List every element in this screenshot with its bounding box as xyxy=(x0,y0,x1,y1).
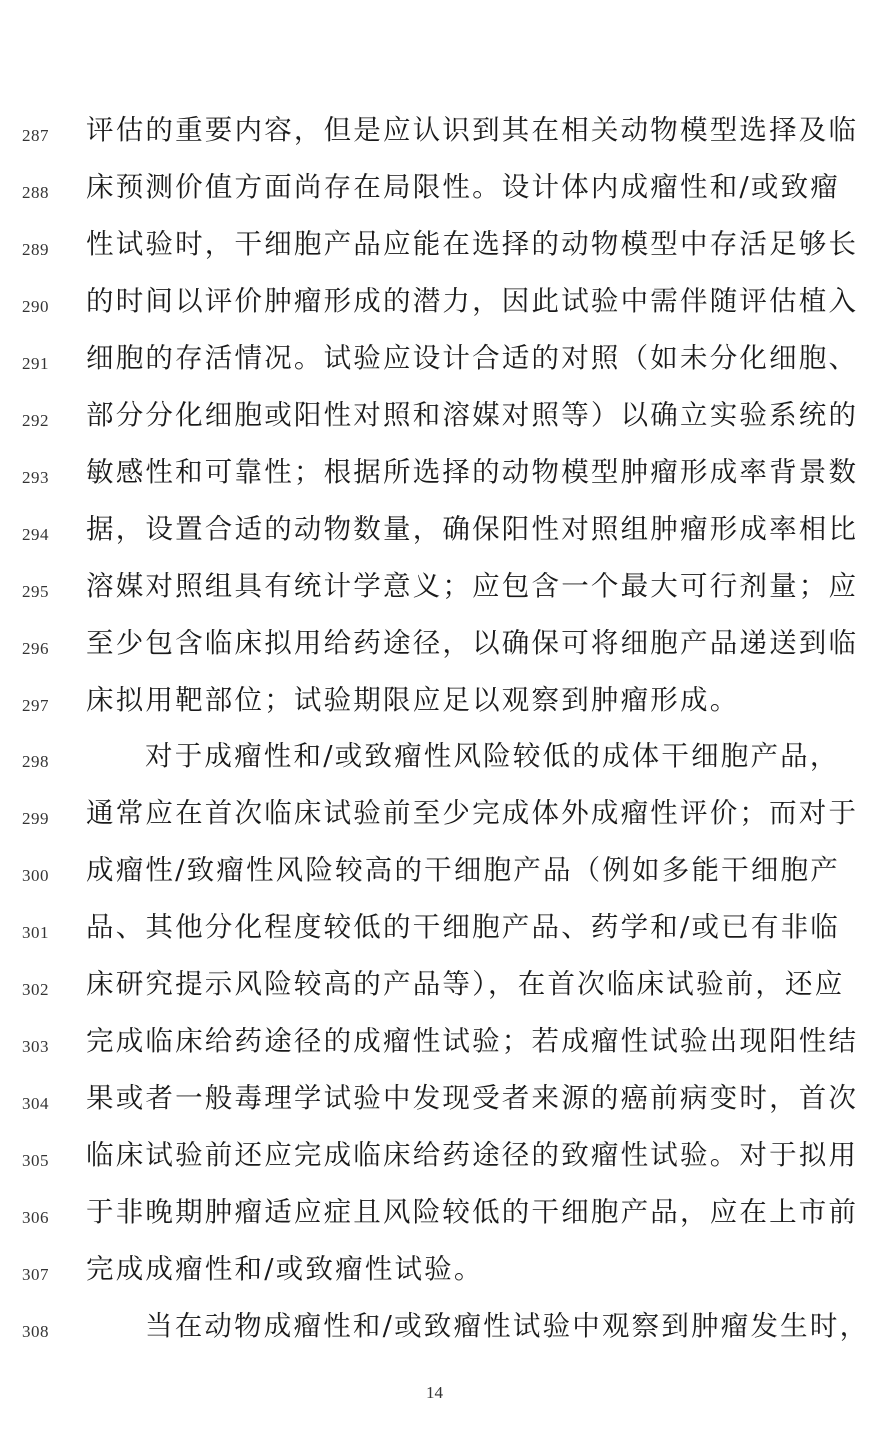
line-text: 评估的重要内容，但是应认识到其在相关动物模型选择及临 xyxy=(86,114,859,146)
line-number: 292 xyxy=(22,410,49,430)
line-number: 302 xyxy=(22,980,49,1000)
line-text: 品、其他分化程度较低的干细胞产品、药学和/或已有非临 xyxy=(86,911,840,944)
line-number: 297 xyxy=(22,695,49,715)
line-number: 308 xyxy=(22,1321,49,1341)
line-text: 对于成瘤性和/或致瘤性风险较低的成体干细胞产品， xyxy=(145,740,840,773)
document-line xyxy=(0,452,869,508)
line-text: 成瘤性/致瘤性风险较高的干细胞产品（例如多能干细胞产 xyxy=(86,854,840,887)
line-number: 301 xyxy=(22,923,49,943)
line-text: 通常应在首次临床试验前至少完成体外成瘤性评价；而对于 xyxy=(86,797,859,830)
line-number: 306 xyxy=(22,1208,49,1228)
line-text: 于非晚期肿瘤适应症且风险较低的干细胞产品，应在上市前 xyxy=(86,1196,859,1229)
line-number: 293 xyxy=(22,467,49,487)
line-number: 288 xyxy=(22,182,49,202)
document-line xyxy=(0,1135,869,1191)
line-number: 294 xyxy=(22,524,49,544)
document-line xyxy=(0,1192,869,1248)
document-line xyxy=(0,680,869,736)
line-number: 291 xyxy=(22,353,49,373)
document-line xyxy=(0,281,869,337)
line-number: 290 xyxy=(22,296,49,316)
line-text: 床研究提示风险较高的产品等），在首次临床试验前，还应 xyxy=(86,968,845,1001)
line-text: 完成临床给药途径的成瘤性试验；若成瘤性试验出现阳性结 xyxy=(86,1025,859,1058)
document-line xyxy=(0,1078,869,1134)
line-text: 完成成瘤性和/或致瘤性试验。 xyxy=(86,1253,484,1285)
line-number: 298 xyxy=(22,752,49,772)
line-number: 295 xyxy=(22,581,49,601)
document-line xyxy=(0,224,869,280)
line-text: 床预测价值方面尚存在局限性。设计体内成瘤性和/或致瘤 xyxy=(86,170,840,203)
document-line xyxy=(0,964,869,1020)
document-line xyxy=(0,1249,869,1305)
document-line xyxy=(0,793,869,849)
line-text: 部分分化细胞或阳性对照和溶媒对照等）以确立实验系统的 xyxy=(86,398,859,431)
line-number: 287 xyxy=(22,126,49,145)
line-number: 300 xyxy=(22,866,49,886)
line-number: 304 xyxy=(22,1094,49,1114)
document-line xyxy=(0,566,869,622)
line-number: 307 xyxy=(22,1265,49,1284)
document-line xyxy=(0,1021,869,1077)
document-line xyxy=(0,1306,869,1362)
document-line xyxy=(0,509,869,565)
line-number: 299 xyxy=(22,809,49,829)
line-text: 至少包含临床拟用给药途径，以确保可将细胞产品递送到临 xyxy=(86,626,859,659)
line-number: 303 xyxy=(22,1037,49,1057)
document-line xyxy=(0,850,869,906)
line-text: 性试验时，干细胞产品应能在选择的动物模型中存活足够长 xyxy=(86,227,859,260)
line-text: 敏感性和可靠性；根据所选择的动物模型肿瘤形成率背景数 xyxy=(86,455,859,488)
line-text: 据，设置合适的动物数量，确保阳性对照组肿瘤形成率相比 xyxy=(86,512,859,545)
line-text: 床拟用靶部位；试验期限应足以观察到肿瘤形成。 xyxy=(86,683,740,716)
line-text: 溶媒对照组具有统计学意义；应包含一个最大可行剂量；应 xyxy=(86,569,859,602)
document-line xyxy=(0,167,869,223)
document-line xyxy=(0,907,869,963)
line-number: 296 xyxy=(22,638,49,658)
line-text: 果或者一般毒理学试验中发现受者来源的癌前病变时，首次 xyxy=(86,1082,859,1115)
page-number: 14 xyxy=(426,1383,443,1402)
line-number: 305 xyxy=(22,1151,49,1171)
document-line xyxy=(0,736,869,792)
line-text: 细胞的存活情况。试验应设计合适的对照（如未分化细胞、 xyxy=(86,341,859,374)
line-number: 289 xyxy=(22,239,49,259)
line-text: 的时间以评价肿瘤形成的潜力，因此试验中需伴随评估植入 xyxy=(86,284,859,317)
document-line xyxy=(0,110,869,166)
document-line xyxy=(0,338,869,394)
line-text: 临床试验前还应完成临床给药途径的致瘤性试验。对于拟用 xyxy=(86,1139,859,1172)
line-text: 当在动物成瘤性和/或致瘤性试验中观察到肿瘤发生时， xyxy=(145,1309,869,1342)
document-line xyxy=(0,395,869,451)
document-line xyxy=(0,623,869,679)
